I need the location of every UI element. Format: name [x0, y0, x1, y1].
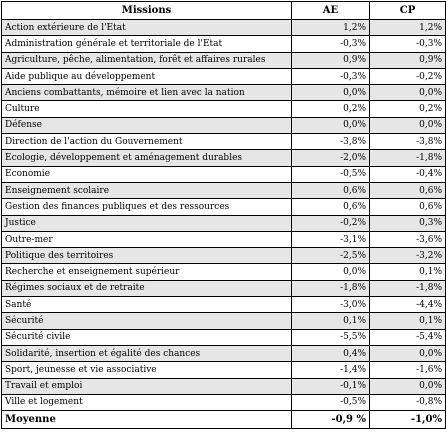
table-row	[2, 313, 446, 329]
table-row	[2, 166, 446, 182]
mission-cell: Enseignement scolaire	[2, 182, 292, 198]
mission-cell: Justice	[2, 215, 292, 231]
mission-cell: Travail et emploi	[2, 378, 292, 394]
cp-cell: -5,4%	[370, 329, 446, 345]
table-row	[2, 297, 446, 313]
cp-cell: -0,2%	[370, 68, 446, 84]
table-row	[2, 182, 446, 198]
table-footer	[2, 411, 446, 429]
table-body	[2, 20, 446, 411]
missions-table	[1, 1, 446, 429]
mission-cell: Anciens combattants, mémoire et lien avec la nation	[2, 85, 292, 101]
mission-cell: Administration générale et territoriale de l'Etat	[2, 36, 292, 52]
table-row	[2, 85, 446, 101]
mission-cell: Direction de l'action du Gouvernement	[2, 134, 292, 150]
ae-cell: 0,1%	[292, 313, 370, 329]
ae-cell: 0,0%	[292, 264, 370, 280]
mission-cell: Ecologie, développement et aménagement durables	[2, 150, 292, 166]
table-row	[2, 36, 446, 52]
mission-cell: Sport, jeunesse et vie associative	[2, 362, 292, 378]
cp-cell: -1,8%	[370, 150, 446, 166]
ae-cell: 0,6%	[292, 199, 370, 215]
ae-cell: 0,0%	[292, 117, 370, 133]
ae-cell: 0,4%	[292, 345, 370, 361]
cp-cell: 0,3%	[370, 215, 446, 231]
header-cp: CP	[370, 2, 446, 20]
cp-cell: -0,4%	[370, 166, 446, 182]
ae-cell: -0,5%	[292, 394, 370, 410]
mission-cell: Action extérieure de l'Etat	[2, 20, 292, 36]
table-row	[2, 280, 446, 296]
average-label: Moyenne	[2, 411, 292, 429]
table-row	[2, 117, 446, 133]
ae-cell: -1,8%	[292, 280, 370, 296]
mission-cell: Solidarité, insertion et égalité des chances	[2, 345, 292, 361]
table-row	[2, 20, 446, 36]
cp-cell: 0,0%	[370, 85, 446, 101]
ae-cell: -2,5%	[292, 248, 370, 264]
table-row	[2, 378, 446, 394]
cp-cell: 0,9%	[370, 52, 446, 68]
ae-cell: -3,0%	[292, 297, 370, 313]
average-cp: -1,0%	[370, 411, 446, 429]
mission-cell: Outre-mer	[2, 231, 292, 247]
table-row	[2, 345, 446, 361]
ae-cell: -0,1%	[292, 378, 370, 394]
mission-cell: Aide publique au développement	[2, 68, 292, 84]
mission-cell: Santé	[2, 297, 292, 313]
cp-cell: -1,6%	[370, 362, 446, 378]
cp-cell: 0,0%	[370, 117, 446, 133]
table-row	[2, 329, 446, 345]
table-header	[2, 2, 446, 20]
mission-cell: Politique des territoires	[2, 248, 292, 264]
cp-cell: -0,8%	[370, 394, 446, 410]
cp-cell: 0,6%	[370, 199, 446, 215]
ae-cell: 0,2%	[292, 101, 370, 117]
table-row	[2, 264, 446, 280]
mission-cell: Régimes sociaux et de retraite	[2, 280, 292, 296]
ae-cell: -0,3%	[292, 68, 370, 84]
table-row	[2, 150, 446, 166]
cp-cell: -3,6%	[370, 231, 446, 247]
mission-cell: Sécurité	[2, 313, 292, 329]
mission-cell: Sécurité civile	[2, 329, 292, 345]
ae-cell: 0,9%	[292, 52, 370, 68]
cp-cell: -3,2%	[370, 248, 446, 264]
cp-cell: 1,2%	[370, 20, 446, 36]
table-row	[2, 52, 446, 68]
cp-cell: 0,2%	[370, 101, 446, 117]
mission-cell: Agriculture, pêche, alimentation, forêt et affaires rurales	[2, 52, 292, 68]
ae-cell: -0,5%	[292, 166, 370, 182]
header-ae: AE	[292, 2, 370, 20]
ae-cell: -0,3%	[292, 36, 370, 52]
table-row	[2, 362, 446, 378]
ae-cell: 1,2%	[292, 20, 370, 36]
cp-cell: 0,1%	[370, 264, 446, 280]
ae-cell: -5,5%	[292, 329, 370, 345]
table-row	[2, 68, 446, 84]
cp-cell: -4,4%	[370, 297, 446, 313]
mission-cell: Gestion des finances publiques et des ressources	[2, 199, 292, 215]
mission-cell: Ville et logement	[2, 394, 292, 410]
average-ae: -0,9 %	[292, 411, 370, 429]
table-row	[2, 199, 446, 215]
cp-cell: 0,6%	[370, 182, 446, 198]
mission-cell: Economie	[2, 166, 292, 182]
mission-cell: Défense	[2, 117, 292, 133]
header-missions: Missions	[2, 2, 292, 20]
ae-cell: -2,0%	[292, 150, 370, 166]
table-row	[2, 134, 446, 150]
cp-cell: -1,8%	[370, 280, 446, 296]
ae-cell: 0,6%	[292, 182, 370, 198]
table-row	[2, 215, 446, 231]
cp-cell: 0,0%	[370, 378, 446, 394]
ae-cell: -3,1%	[292, 231, 370, 247]
table-row	[2, 101, 446, 117]
mission-cell: Culture	[2, 101, 292, 117]
cp-cell: 0,1%	[370, 313, 446, 329]
mission-cell: Recherche et enseignement supérieur	[2, 264, 292, 280]
average-row	[2, 411, 446, 429]
cp-cell: -0,3%	[370, 36, 446, 52]
table-row	[2, 231, 446, 247]
ae-cell: 0,0%	[292, 85, 370, 101]
ae-cell: -1,4%	[292, 362, 370, 378]
cp-cell: 0,0%	[370, 345, 446, 361]
table-row	[2, 248, 446, 264]
ae-cell: -3,8%	[292, 134, 370, 150]
cp-cell: -3,8%	[370, 134, 446, 150]
table-row	[2, 394, 446, 410]
header-row	[2, 2, 446, 20]
ae-cell: -0,2%	[292, 215, 370, 231]
